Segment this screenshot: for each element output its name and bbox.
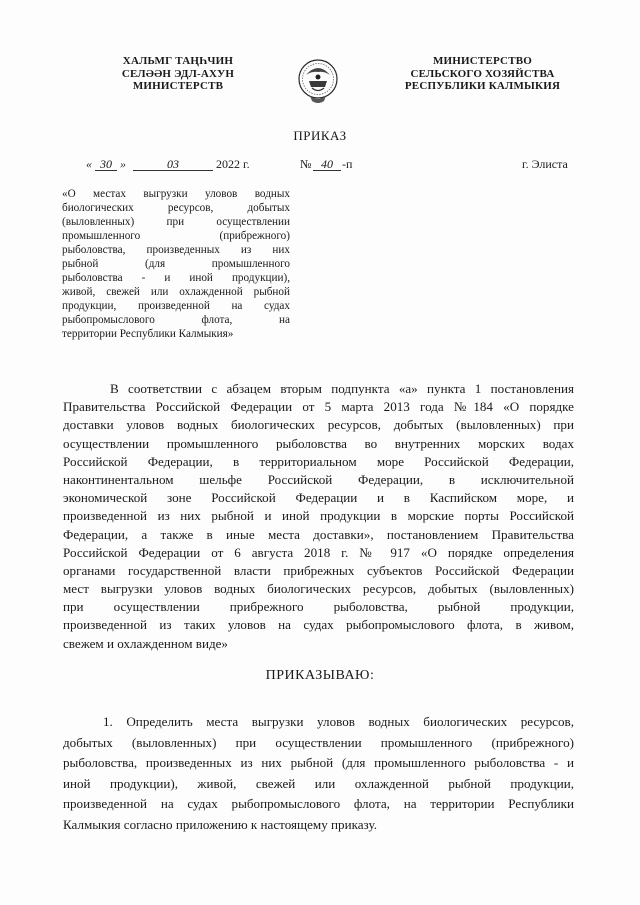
subject-line: промышленного (прибрежного) bbox=[62, 230, 290, 243]
date-year: 2022 г. bbox=[216, 157, 250, 171]
paragraph-line: свежем и охлажденном виде» bbox=[63, 635, 228, 651]
paragraph-line: органами государственной власти прибрежных субъектов Российской Федерации bbox=[63, 562, 574, 578]
paragraph-line: Калмыкия согласно приложению к настоящему приказу. bbox=[63, 816, 377, 832]
subject-line: рыболовства - и иной продукции), bbox=[62, 272, 290, 285]
paragraph-line: В соответствии с абзацем вторым подпункта «а» пункта 1 постановления bbox=[110, 381, 574, 396]
paragraph-line: доставки уловов водных биологических ресурсов, добытых (выловленных) при bbox=[63, 417, 574, 433]
header-russian-ministry-name bbox=[395, 55, 570, 93]
document-title: ПРИКАЗ bbox=[293, 128, 347, 143]
paragraph-line: при осуществлении прибрежного рыболовства, рыбной продукции, bbox=[63, 599, 574, 615]
subject-line: рыбопромыслового флота, на bbox=[62, 314, 290, 327]
header-right-line: МИНИСТЕРСТВО bbox=[432, 55, 533, 67]
paragraph-line: мест выгрузки уловов водных биологических ресурсов, добытых (выловленных) bbox=[63, 581, 574, 597]
paragraph-line: экономической зоне Российской Федерации и в Каспийском море, и bbox=[63, 490, 574, 506]
subject-line: живой, свежей или охлажденной рыбной bbox=[62, 286, 290, 299]
order-number-suffix: -п bbox=[342, 157, 353, 171]
subject-line: биологических ресурсов, добытых bbox=[62, 202, 290, 215]
header-left-line: ХАЛЬМГ ТАҢҺЧИН bbox=[122, 55, 234, 67]
paragraph-line: рыболовства, произведенных из них рыбной (для промышленного рыболовства - и bbox=[63, 755, 574, 770]
paragraph-line: Правительства Российской Федерации от 5 марта 2013 года №184 «О порядке bbox=[63, 399, 574, 415]
header-kalmyk-ministry-name bbox=[108, 55, 248, 93]
subject-line: рыболовства, произведенных из них bbox=[62, 244, 290, 257]
paragraph-line: Российской Федерации, в территориальном море Российской Федерации, bbox=[63, 453, 574, 469]
kalmykia-emblem-icon bbox=[296, 55, 340, 107]
order-item-1-paragraph bbox=[63, 712, 574, 835]
order-subject-block bbox=[62, 187, 290, 342]
subject-line: территории Республики Калмыкия» bbox=[62, 328, 234, 341]
header-left-line: СЕЛӘӘН ЭДЛ-АХУН bbox=[121, 67, 235, 80]
header-right-line: РЕСПУБЛИКИ КАЛМЫКИЯ bbox=[404, 80, 561, 92]
city-name: г. Элиста bbox=[522, 157, 568, 171]
paragraph-line: добытых (выловленных) при осуществлении промышленного (прибрежного) bbox=[63, 734, 574, 750]
paragraph-line: произведенной из них рыбной и иной продукции в морские порты Российской bbox=[63, 508, 574, 524]
paragraph-line: 1. Определить места выгрузки уловов водных биологических ресурсов, bbox=[103, 714, 574, 729]
paragraph-line: наконтинентальном шельфе Российской Федерации, в исключительной bbox=[63, 471, 574, 487]
subject-line: (выловленных) при осуществлении bbox=[62, 216, 290, 229]
paragraph-line: Федерации, а также в иные места доставки», постановлением Правительства bbox=[63, 526, 574, 542]
paragraph-line: Российской Федерации от 6 августа 2018 г. № 917 «О порядке определения bbox=[63, 544, 574, 560]
date-month: 03 bbox=[133, 157, 213, 171]
subject-line: «О местах выгрузки уловов водных bbox=[62, 188, 290, 200]
paragraph-line: произведенной из таких уловов на судах рыбопромыслового флота, в живом, bbox=[63, 617, 574, 633]
header-left-line: МИНИСТЕРСТВ bbox=[132, 80, 224, 92]
date-number-line bbox=[0, 157, 640, 173]
order-heading: ПРИКАЗЫВАЮ: bbox=[265, 668, 375, 683]
date-close-quote: » bbox=[120, 157, 126, 171]
header-right-line: СЕЛЬСКОГО ХОЗЯЙСТВА bbox=[410, 67, 555, 80]
order-number: 40 bbox=[313, 157, 341, 171]
paragraph-line: произведенной на судах рыбопромыслового флота, на территории Республики bbox=[63, 796, 574, 811]
subject-line: продукции, произведенной на судах bbox=[62, 300, 290, 313]
paragraph-line: осуществлении промышленного рыболовства во внутренних морских водах bbox=[63, 435, 574, 451]
preamble-paragraph bbox=[63, 380, 574, 653]
date-day: 30 bbox=[95, 157, 117, 171]
order-number-prefix: № bbox=[300, 157, 312, 171]
subject-line: рыбной (для промышленного bbox=[62, 258, 290, 271]
date-open-quote: « bbox=[86, 157, 92, 171]
paragraph-line: иной продукции), живой, свежей или охлажденной рыбной продукции, bbox=[63, 775, 574, 791]
